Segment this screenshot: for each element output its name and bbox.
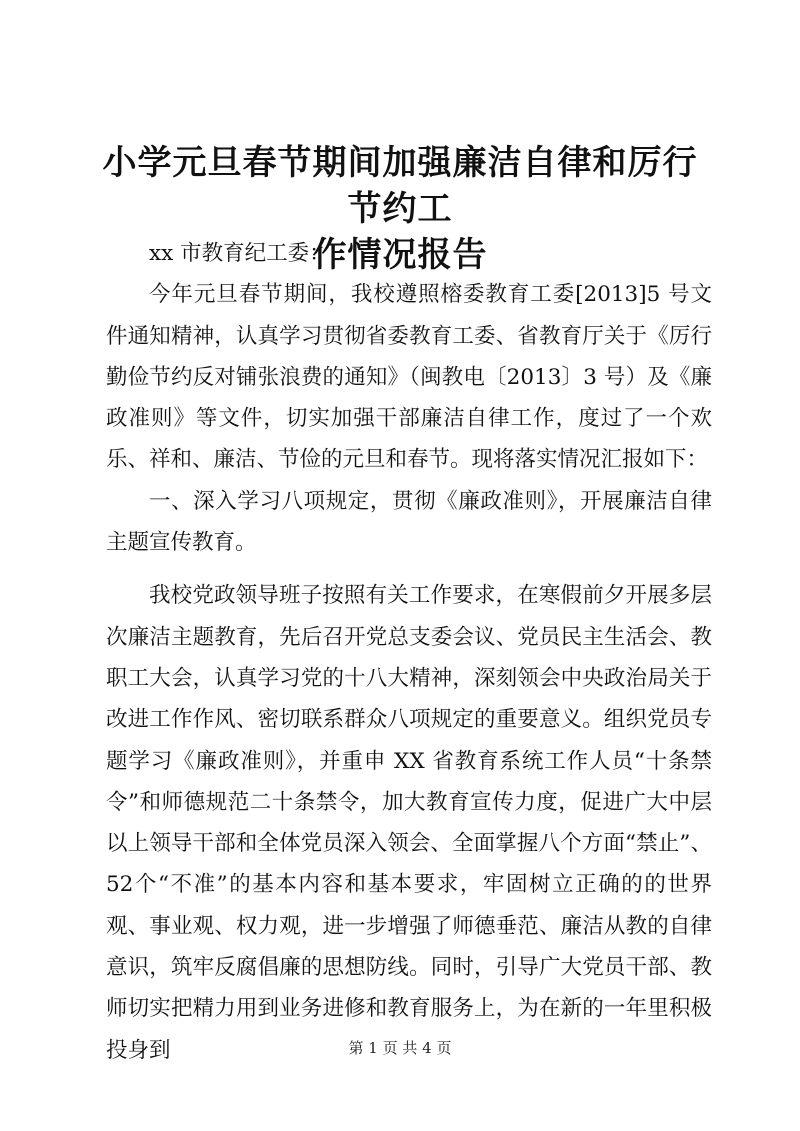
- section-heading-1: 一、深入学习八项规定，贯彻《廉政准则》，开展廉洁自律主题宣传教育。: [106, 488, 712, 556]
- section-1-paragraph: 我校党政领导班子按照有关工作要求，在寒假前夕开展多层次廉洁主题教育，先后召开党总支委会议、党员民主生活会、教职工大会，认真学习党的十八大精神，深刻领会中央政治局关于改进工作作风、密切联系群众八项规定的重要意义。组织党员专题学习《廉政准则》，并重申 XX 省教育系统工作人员“十条禁令”和师德规范二十条禁令，加大教育宣传力度，促进广大中层以上领导干部和全体党员深入领会、全面掌握八个方面“禁止”、52个“不准”的基本内容和基本要求，牢固树立正确的的世界观、事业观、权力观，进一步增强了师德垂范、廉洁从教的自律意识，筑牢反腐倡廉的思想防线。同时，引导广大党员干部、教师切实把精力用到业务进修和教育服务上，为在新的一年里积极投身到: [106, 583, 712, 1063]
- intro-paragraph: 今年元旦春节期间，我校遵照榕委教育工委[2013]5 号文件通知精神，认真学习贯彻省委教育工委、省教育厅关于《厉行勤俭节约反对铺张浪费的通知》（闽教电〔2013〕3 号）及《廉政准则》等文件，切实加强干部廉洁自律工作，度过了一个欢乐、祥和、廉洁、节俭的元旦和春节。现将落实情况汇报如下：: [106, 282, 712, 473]
- document-body: [106, 233, 712, 1071]
- page-footer: 第 1 页 共 4 页: [348, 1039, 452, 1057]
- salutation: xx 市教育纪工委：: [149, 241, 331, 266]
- title-line-1: 小学元旦春节期间加强廉洁自律和厉行节约工: [102, 143, 698, 229]
- title-line-2: 作情况报告: [312, 235, 488, 275]
